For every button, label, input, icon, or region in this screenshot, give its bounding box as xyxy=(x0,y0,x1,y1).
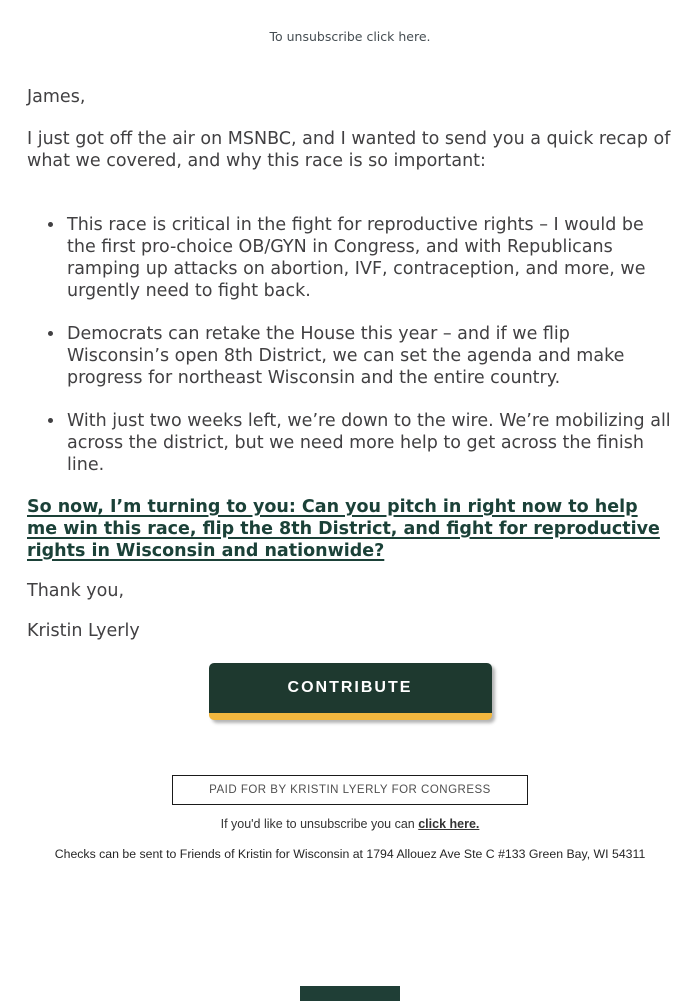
paid-for-text: PAID FOR BY KRISTIN LYERLY FOR CONGRESS xyxy=(209,784,491,796)
footer-unsubscribe-prefix: If you'd like to unsubscribe you can xyxy=(220,817,419,831)
footer-unsubscribe-line xyxy=(0,817,700,831)
contribute-button-row xyxy=(27,663,673,720)
intro-paragraph: I just got off the air on MSNBC, and I wanted to send you a quick recap of what we covered, and why this race is so important: xyxy=(27,129,671,171)
pitch-in-link[interactable]: So now, I’m turning to you: Can you pitch in right now to help me win this race, flip the 8th District, and fight for reproductive rights in Wisconsin and nationwide? xyxy=(27,497,660,561)
greeting: James, xyxy=(27,87,86,107)
cta-paragraph xyxy=(27,496,673,562)
closing-line: Thank you, xyxy=(27,581,125,601)
checks-address-line: Checks can be sent to Friends of Kristin for Wisconsin at 1794 Allouez Ave Ste C #133 Green Bay, WI 54311 xyxy=(54,847,646,861)
recap-list xyxy=(27,214,673,476)
email-body xyxy=(0,86,700,720)
list-item: • With just two weeks left, we’re down to the wire. We’re mobilizing all across the district, but we need more help to get across the finish line. xyxy=(65,410,673,476)
contribute-button[interactable]: CONTRIBUTE xyxy=(209,663,492,720)
top-unsubscribe-link[interactable]: To unsubscribe click here. xyxy=(269,29,431,44)
list-item: • Democrats can retake the House this year – and if we flip Wisconsin’s open 8th District, we can set the agenda and make progress for northeast Wisconsin and the entire country. xyxy=(65,323,673,389)
footer-image-partial xyxy=(300,986,400,1001)
top-unsubscribe-line xyxy=(0,0,700,44)
list-item: • This race is critical in the fight for reproductive rights – I would be the first pro-choice OB/GYN in Congress, and with Republicans ramping up attacks on abortion, IVF, contraception, and more, we urgently need to fight back. xyxy=(65,214,673,302)
paid-for-disclaimer-box xyxy=(172,775,528,805)
signature: Kristin Lyerly xyxy=(27,621,140,641)
footer-unsubscribe-link[interactable]: click here. xyxy=(418,817,480,831)
